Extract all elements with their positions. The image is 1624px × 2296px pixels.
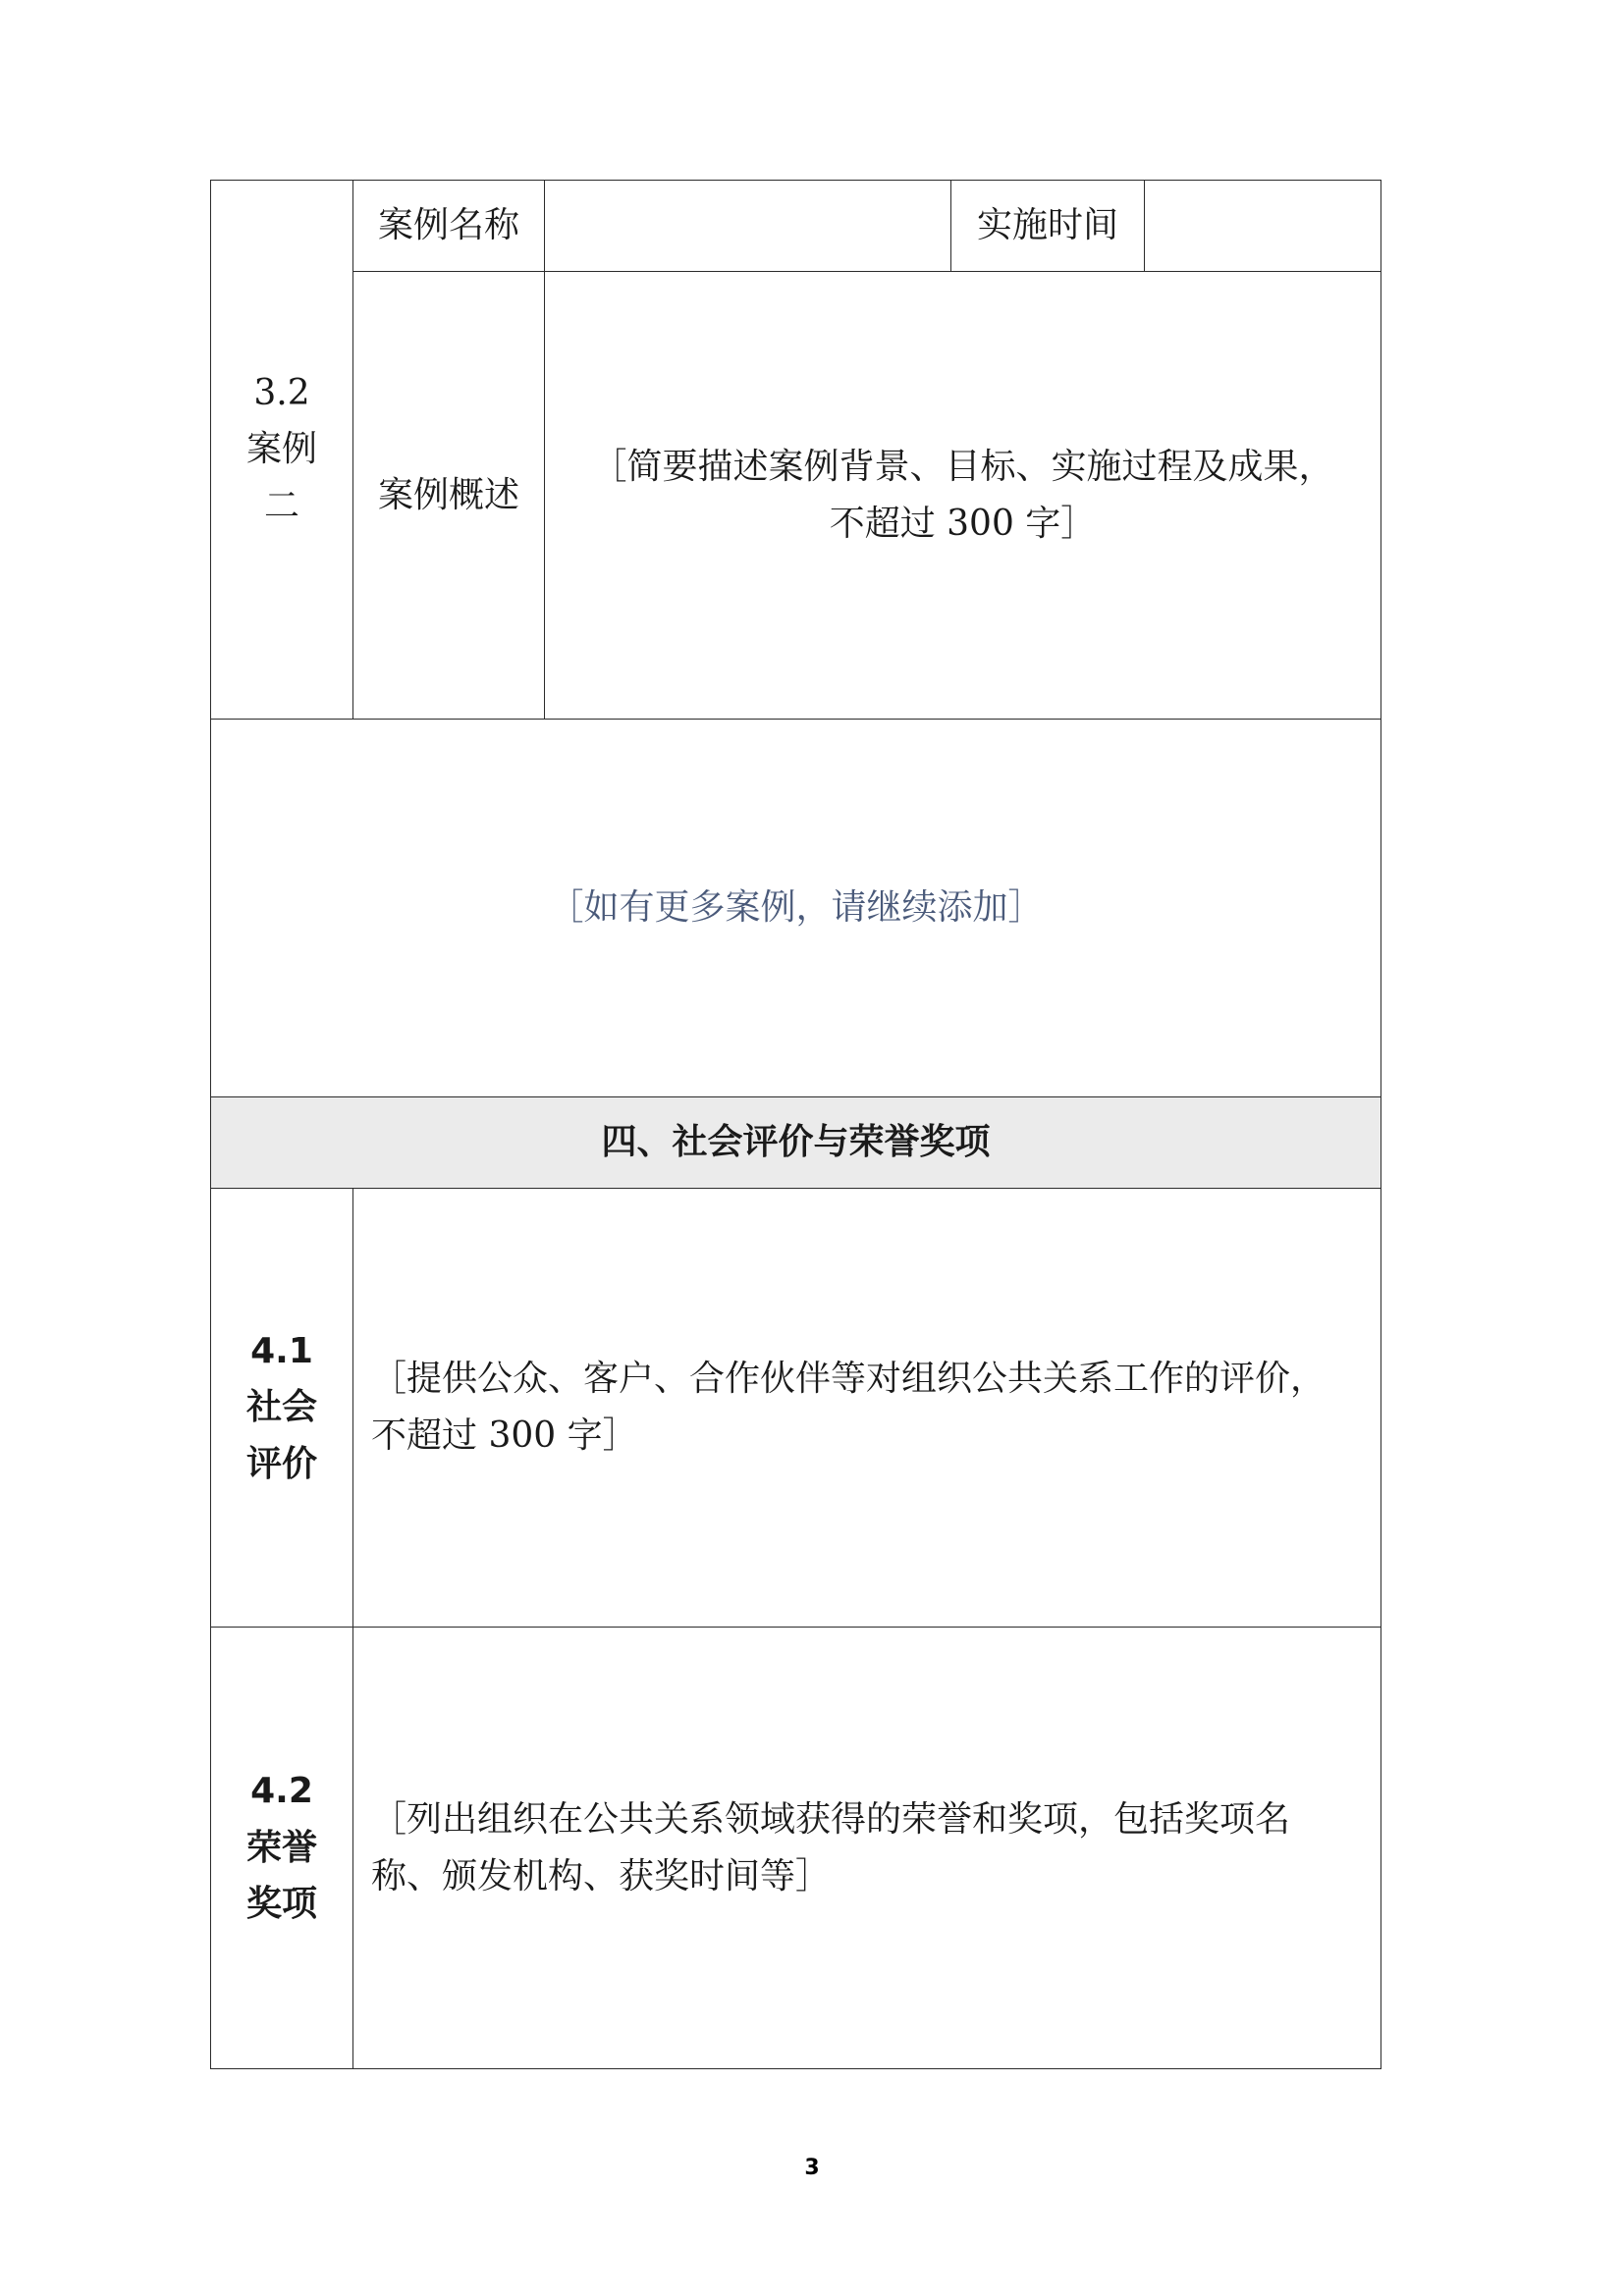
case-summary-field[interactable] (545, 272, 1381, 720)
honors-awards-field[interactable] (353, 1628, 1381, 2069)
application-form-table (210, 180, 1381, 2069)
honors-awards-number: 4.2 (250, 1771, 313, 1812)
honors-awards-title-line-2: 奖项 (245, 1884, 317, 1925)
case-two-title-line-2: 二 (263, 485, 299, 526)
social-evaluation-placeholder-line-2: 不超过 300 字］ (371, 1415, 638, 1456)
add-more-cases-note: ［如有更多案例，请继续添加］ (211, 720, 1381, 1097)
social-evaluation-field[interactable] (353, 1189, 1381, 1628)
case-summary-placeholder-line-2: 不超过 300 字］ (829, 503, 1097, 544)
honors-awards-placeholder-line-2: 称、颁发机构、获奖时间等］ (371, 1855, 832, 1896)
case-two-summary-row (211, 272, 1381, 720)
social-evaluation-title-line-1: 社会 (245, 1387, 317, 1428)
honors-awards-placeholder-line-1: ［列出组织在公共关系领域获得的荣誉和奖项，包括奖项名 (371, 1798, 1291, 1840)
case-name-field[interactable] (545, 181, 951, 272)
case-summary-label: 案例概述 (353, 272, 545, 720)
section-four-title: 四、社会评价与荣誉奖项 (211, 1097, 1381, 1189)
social-evaluation-number-cell (211, 1189, 353, 1628)
case-two-number: 3.2 (253, 372, 310, 413)
case-two-title-line-1: 案例 (245, 429, 317, 470)
social-evaluation-placeholder-line-1: ［提供公众、客户、合作伙伴等对组织公共关系工作的评价， (371, 1359, 1326, 1400)
social-evaluation-title-line-2: 评价 (245, 1443, 317, 1484)
implementation-time-label: 实施时间 (951, 181, 1145, 272)
form-page (210, 180, 1380, 2069)
case-name-label: 案例名称 (353, 181, 545, 272)
honors-awards-number-cell (211, 1628, 353, 2069)
honors-awards-row (211, 1628, 1381, 2069)
social-evaluation-number: 4.1 (250, 1330, 313, 1371)
add-more-cases-row (211, 720, 1381, 1097)
case-summary-placeholder-line-1: ［简要描述案例背景、目标、实施过程及成果， (591, 446, 1334, 487)
implementation-time-field[interactable] (1145, 181, 1381, 272)
social-evaluation-row (211, 1189, 1381, 1628)
section-four-header-row (211, 1097, 1381, 1189)
page-number: 3 (804, 2156, 820, 2180)
honors-awards-title-line-1: 荣誉 (245, 1827, 317, 1868)
case-two-number-cell (211, 181, 353, 720)
case-two-header-row (211, 181, 1381, 272)
